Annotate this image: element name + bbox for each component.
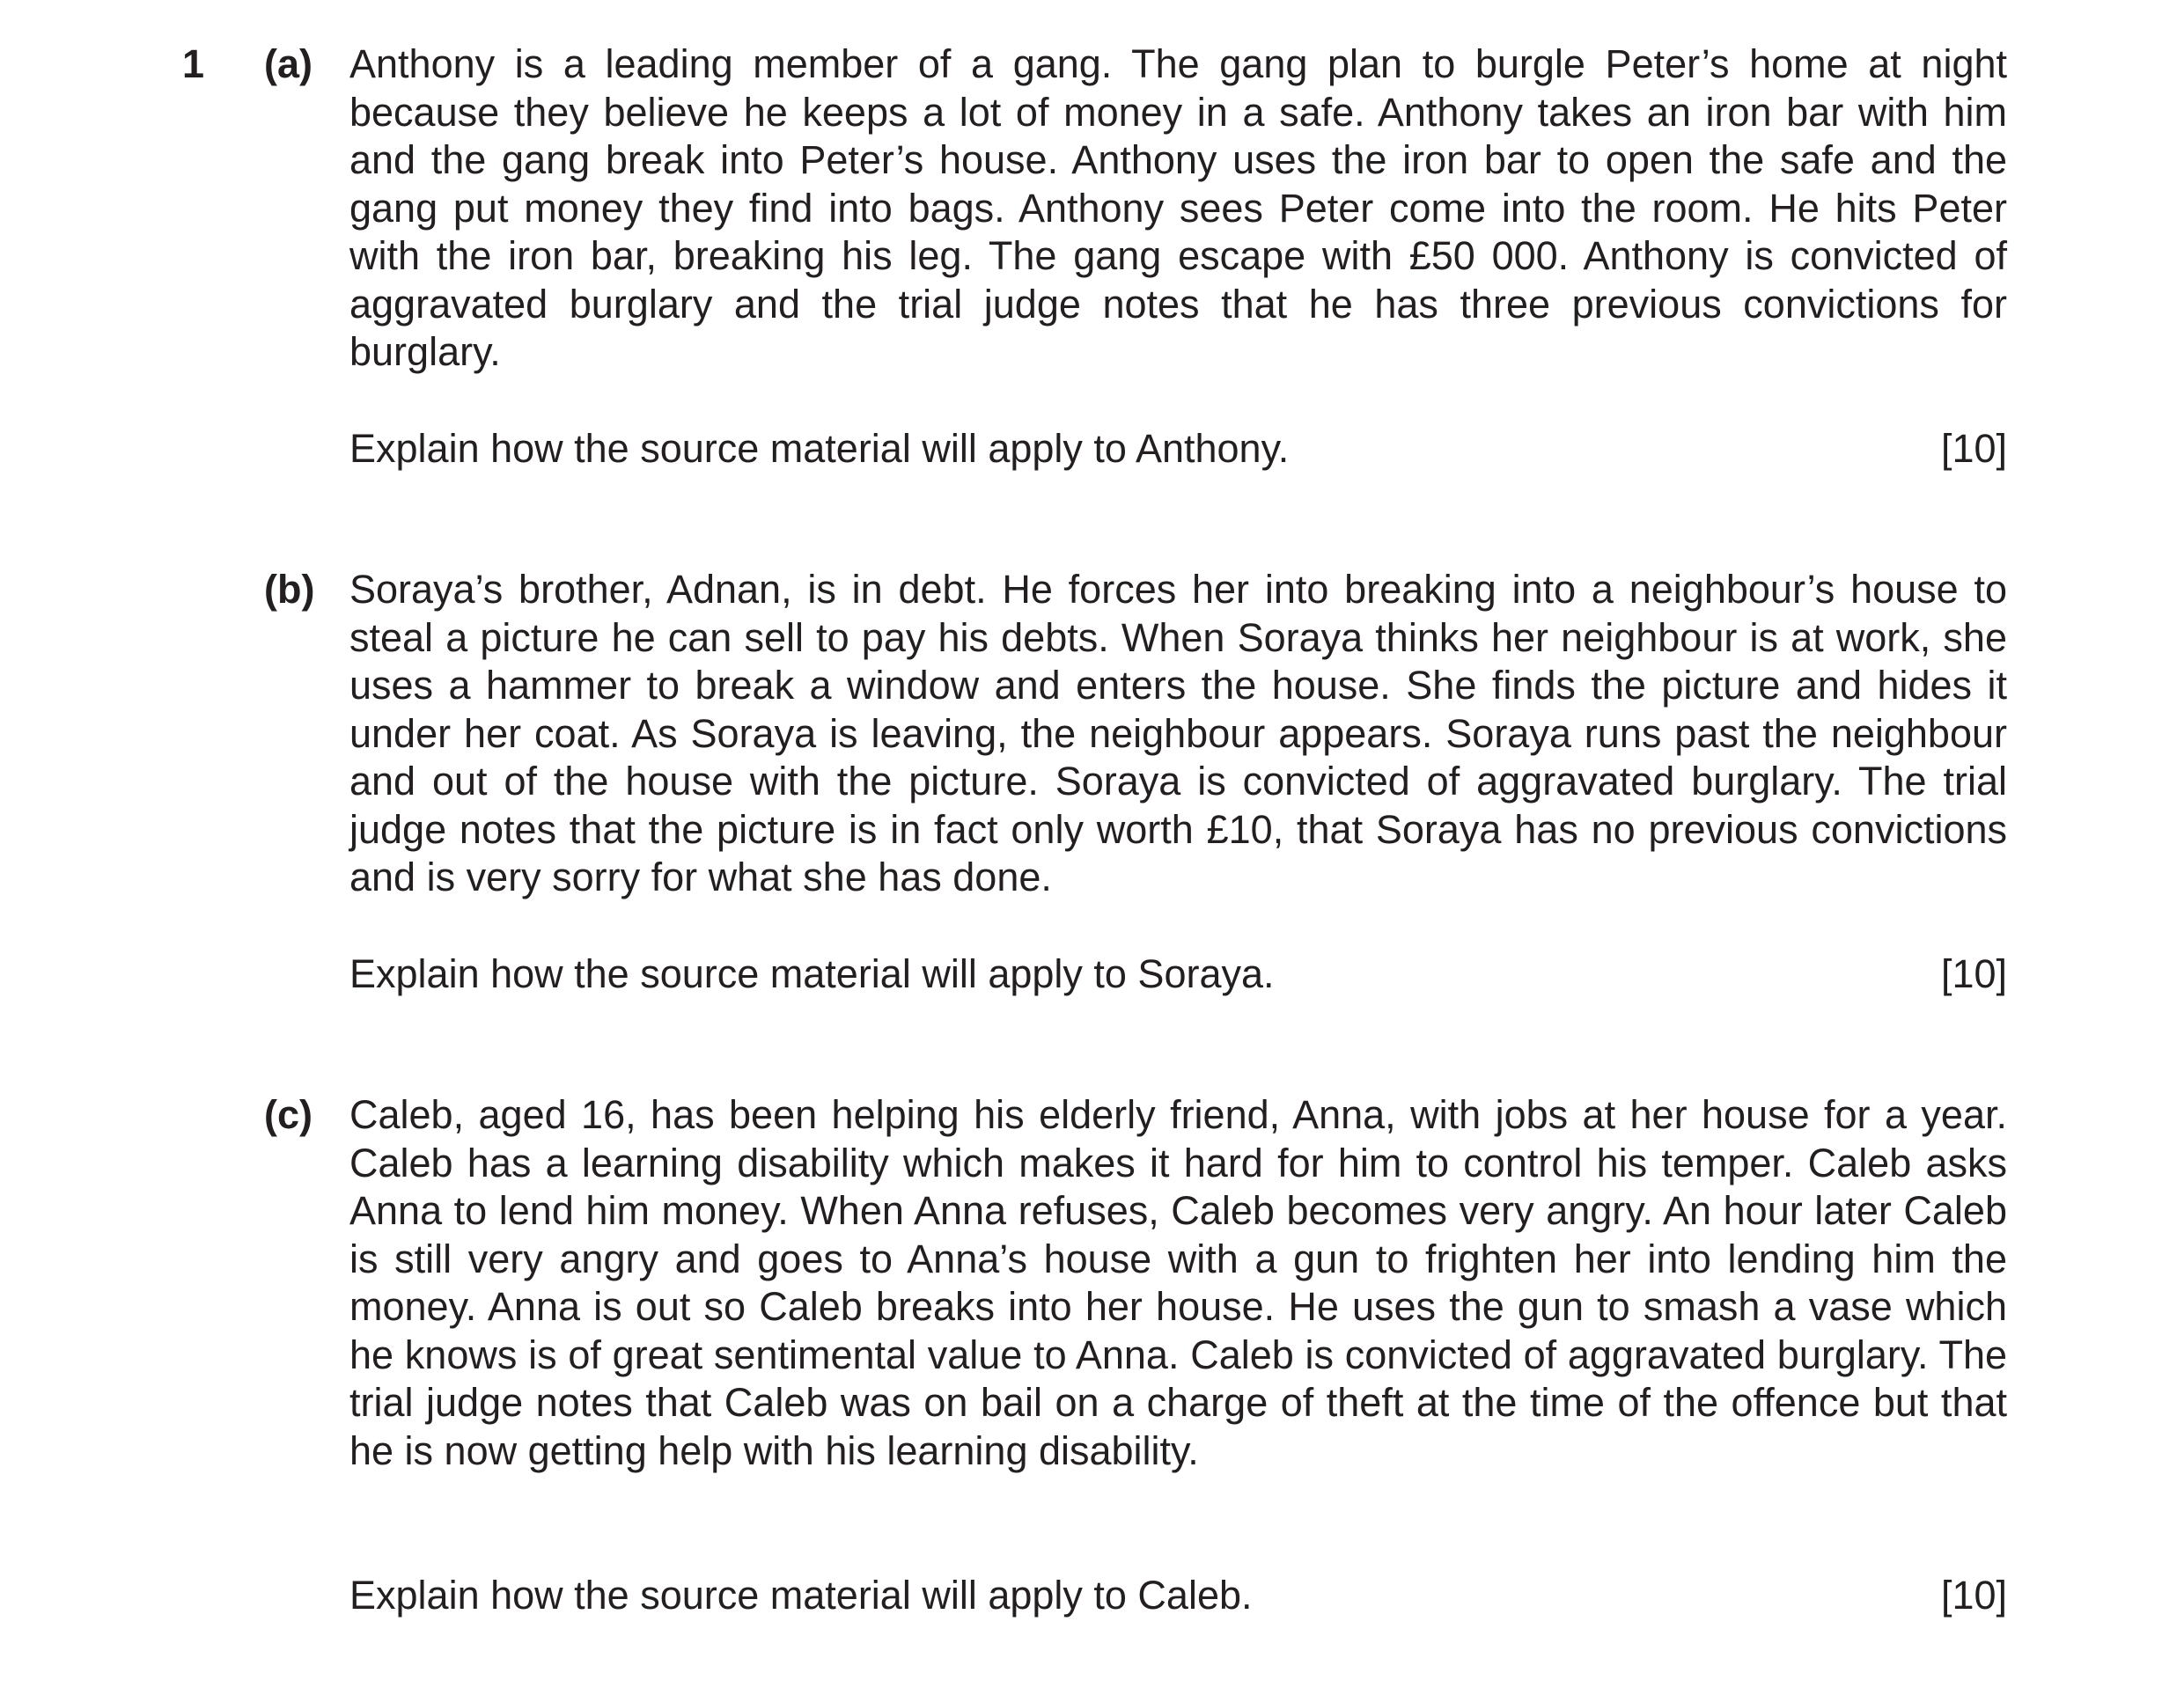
instruction-row (349, 1572, 2007, 1621)
instruction-text: Explain how the source material will apply to Soraya. (349, 951, 1275, 996)
marks-allocation: [10] (1940, 426, 2007, 471)
part-label: (c) (264, 1092, 313, 1137)
scenario-text: Caleb, aged 16, has been helping his elderly friend, Anna, with jobs at her house for a year. Caleb has a learning disability which makes it hard for him to control his temper. Caleb asks Anna to lend him money. When Anna refuses, Caleb becomes very angry. An hour later Caleb is still very angry and goes to Anna’s house with a gun to frighten her into lending him the money. Anna is out so Caleb breaks into her house. He uses the gun to smash a vase which he knows is of great sentimental value to Anna. Caleb is convicted of aggravated burglary. The trial judge notes that Caleb was on bail on a charge of theft at the time of the offence but that he is now getting help with his learning disability. (349, 1092, 2007, 1473)
instruction-row (349, 425, 2007, 474)
marks-allocation: [10] (1940, 1573, 2007, 1618)
marks-allocation: [10] (1940, 951, 2007, 996)
instruction-text: Explain how the source material will apply to Caleb. (349, 1573, 1253, 1618)
question-number: 1 (182, 41, 205, 86)
instruction-row (349, 950, 2007, 1000)
part-label: (a) (264, 41, 313, 86)
instruction-text: Explain how the source material will apply to Anthony. (349, 426, 1290, 471)
scenario-text: Anthony is a leading member of a gang. The gang plan to burgle Peter’s home at night because they believe he keeps a lot of money in a safe. Anthony takes an iron bar with him and the gang break into Peter’s house. Anthony uses the iron bar to open the safe and the gang put money they find into bags. Anthony sees Peter come into the room. He hits Peter with the iron bar, breaking his leg. The gang escape with £50 000. Anthony is convicted of aggravated burglary and the trial judge notes that he has three previous convictions for burglary. (349, 41, 2007, 374)
part-label: (b) (264, 567, 315, 612)
scenario-text: Soraya’s brother, Adnan, is in debt. He forces her into breaking into a neighbour’s house to steal a picture he can sell to pay his debts. When Soraya thinks her neighbour is at work, she uses a hammer to break a window and enters the house. She finds the picture and hides it under her coat. As Soraya is leaving, the neighbour appears. Soraya runs past the neighbour and out of the house with the picture. Soraya is convicted of aggravated burglary. The trial judge notes that the picture is in fact only worth £10, that Soraya has no previous convictions and is very sorry for what she has done. (349, 567, 2007, 899)
